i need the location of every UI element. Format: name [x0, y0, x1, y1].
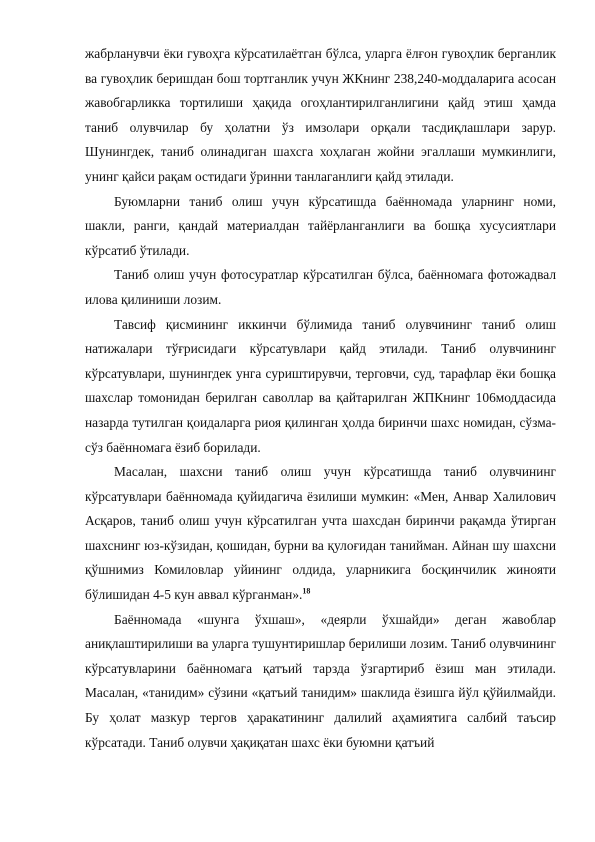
footnote-marker[interactable]: 18	[302, 586, 311, 596]
paragraph-2: Буюмларни таниб олиш учун кўрсатишда баённомада уларнинг номи, шакли, ранги, қандай материалдан тайёрланганлиги ва бошқа хусусиятлари кўрсатиб ўтилади.	[85, 193, 556, 258]
paragraph-1: жабрланувчи ёки гувоҳга кўрсатилаётган бўлса, уларга ёлғон гувоҳлик берганлик ва гувоҳлик беришдан бош тортганлик учун ЖКнинг 238,240-моддаларига асосан жавобгарликка тортилиши ҳақида огоҳлантирилганлигини қайд этиш ҳамда таниб олувчилар бу ҳолатни ўз имзолари орқали тасдиқлашлари зарур. Шунингдек, таниб олинадиган шахсга хоҳлаган жойни эгаллаши мумкинлиги, унинг қайси рақам остидаги ўринни танлаганлиги қайд этилади.	[85, 46, 556, 184]
paragraph-6: Баённомада «шунга ўхшаш», «деярли ўхшайди» деган жавоблар аниқлаштирилиши ва уларга тушунтиришлар берилиши лозим. Таниб олувчининг кўрсатувларини баённомага қатъий тарзда ўзгартириб ёзиш ман этилади. Масалан, «танидим» сўзини «қатъий танидим» шаклида ёзишга йўл қўйилмайди. Бу ҳолат мазкур тергов ҳаракатининг далилий аҳамиятига салбий таъсир кўрсатади. Таниб олувчи ҳақиқатан шахс ёки буюмни қатъий	[85, 611, 556, 750]
paragraph-5-text: Масалан, шахсни таниб олиш учун кўрсатишда таниб олувчининг кўрсатувлари баённомада қуйидагича ёзилиши мумкин: «Мен, Анвар Халилович Асқаров, таниб олиш учун кўрсатилган учта шахсдан биринчи рақамда ўтирган шахснинг юз-кўзидан, қошидан, бурни ва қулоғидан танийман. Айнан шу шахсни қўшнимиз Комиловлар уйининг олдида, уларникига босқинчилик жинояти бўлишидан 4-5 кун аввал кўрганман».	[85, 464, 556, 603]
paragraph-4: Тавсиф қисмининг иккинчи бўлимида таниб олувчининг таниб олиш натижалари тўғрисидаги кўрсатувлари қайд этилади. Таниб олувчининг кўрсатувлари, шунингдек унга суриштирувчи, терговчи, суд, тарафлар ёки бошқа шахслар томонидан берилган саволлар ва қайтарилган ЖПКнинг 106моддасида назарда тутилган қоидаларга риоя қилинган ҳолда биринчи шахс номидан, сўзма-сўз баённомага ёзиб борилади.	[85, 316, 556, 455]
paragraph-3: Таниб олиш учун фотосуратлар кўрсатилган бўлса, баённомага фотожадвал илова қилиниши лозим.	[85, 267, 556, 307]
document-page	[85, 42, 556, 755]
paragraph-5	[85, 460, 556, 608]
